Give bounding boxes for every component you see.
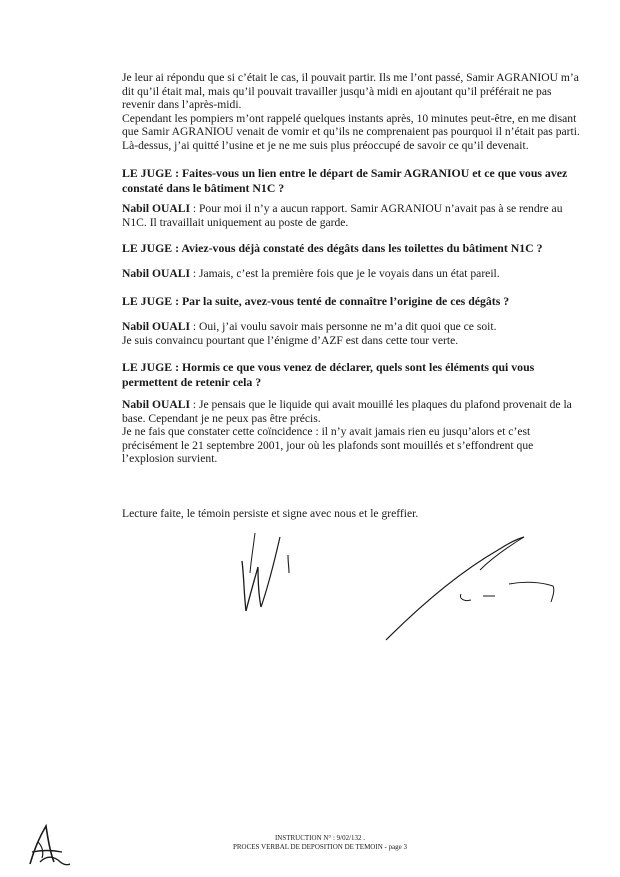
page-footer [200,834,440,852]
question-line: LE JUGE : Faites-vous un lien entre le départ de Samir AGRANIOU et ce que vous avez [122,166,568,180]
closing-statement [122,507,582,521]
answer-text: : Pour moi il n’y a aucun rapport. Samir AGRANIOU n’avait pas à se rendre au [189,202,563,215]
intro-line: Je leur ai répondu que si c’était le cas, il pouvait partir. Ils me l’ont passé, Samir AGRANIOU m’a [122,71,579,84]
footer-instruction-number: INSTRUCTION N° : 9/02/132 . [274,834,366,842]
answer-line: précisément le 21 septembre 2001, jour où les plafonds sont mouillés et s’effondrent que [122,438,534,452]
speaker-name: Nabil OUALI [122,202,190,215]
footer-document-title: PROCES VERBAL DE DEPOSITION DE TEMOIN - page 3 [232,843,408,851]
answer-line: N1C. Il travaillait uniquement au poste de garde. [122,215,349,229]
answer-line: base. Cependant je ne peux pas être précis. [122,411,321,425]
speaker-name: Nabil OUALI [122,267,190,280]
intro-line: que Samir AGRANIOU venait de vomir et qu’ils ne comprenaient pas pourquoi il n’était pas parti. [122,125,580,139]
judge-question-2 [122,241,582,256]
witness-answer-2 [122,267,582,281]
judge-question-3 [122,294,582,309]
intro-line: dit qu’il était mal, mais qu’il pouvait travailler jusqu’à midi en ajoutant qu’il préférait ne pas [122,84,552,98]
question-line: permettent de retenir cela ? [122,375,262,389]
answer-text: : Jamais, c’est la première fois que je le voyais dans un état pareil. [189,267,500,280]
question-line: LE JUGE : Hormis ce que vous venez de déclarer, quels sont les éléments qui vous [122,360,535,374]
intro-line: Là-dessus, j’ai quitté l’usine et je ne me suis plus préoccupé de savoir ce qu’il devenait. [122,138,529,152]
witness-answer-1 [122,202,582,229]
intro-line: revenir dans l’après-midi. [122,98,242,112]
witness-answer-3 [122,320,582,347]
answer-line: Je ne fais que constater cette coïncidence : il n’y avait jamais rien eu jusqu’alors et c’est [122,425,531,439]
speaker-name: Nabil OUALI [122,320,190,333]
intro-paragraph [122,71,582,153]
answer-line: l’explosion survient. [122,452,218,466]
answer-line: Je suis convaincu pourtant que l’énigme d’AZF est dans cette tour verte. [122,333,459,347]
initials-signature [24,822,74,870]
question-line: LE JUGE : Par la suite, avez-vous tenté de connaître l’origine de ces dégâts ? [122,294,510,308]
witness-answer-4 [122,398,582,466]
intro-line: Cependant les pompiers m’ont rappelé quelques instants après, 10 minutes peut-être, en me disant [122,111,577,125]
answer-text: : Je pensais que le liquide qui avait mouillé les plaques du plafond provenait de la [189,398,572,411]
witness-signature [228,525,308,620]
judge-question-4 [122,360,582,390]
question-line: constaté dans le bâtiment N1C ? [122,181,285,195]
clerk-signature [455,572,565,612]
speaker-name: Nabil OUALI [122,398,190,411]
closing-line: Lecture faite, le témoin persiste et signe avec nous et le greffier. [122,507,419,520]
answer-text: : Oui, j’ai voulu savoir mais personne ne m’a dit quoi que ce soit. [189,320,497,333]
question-line: LE JUGE : Aviez-vous déjà constaté des dégâts dans les toilettes du bâtiment N1C ? [122,241,543,255]
judge-question-1 [122,166,582,196]
